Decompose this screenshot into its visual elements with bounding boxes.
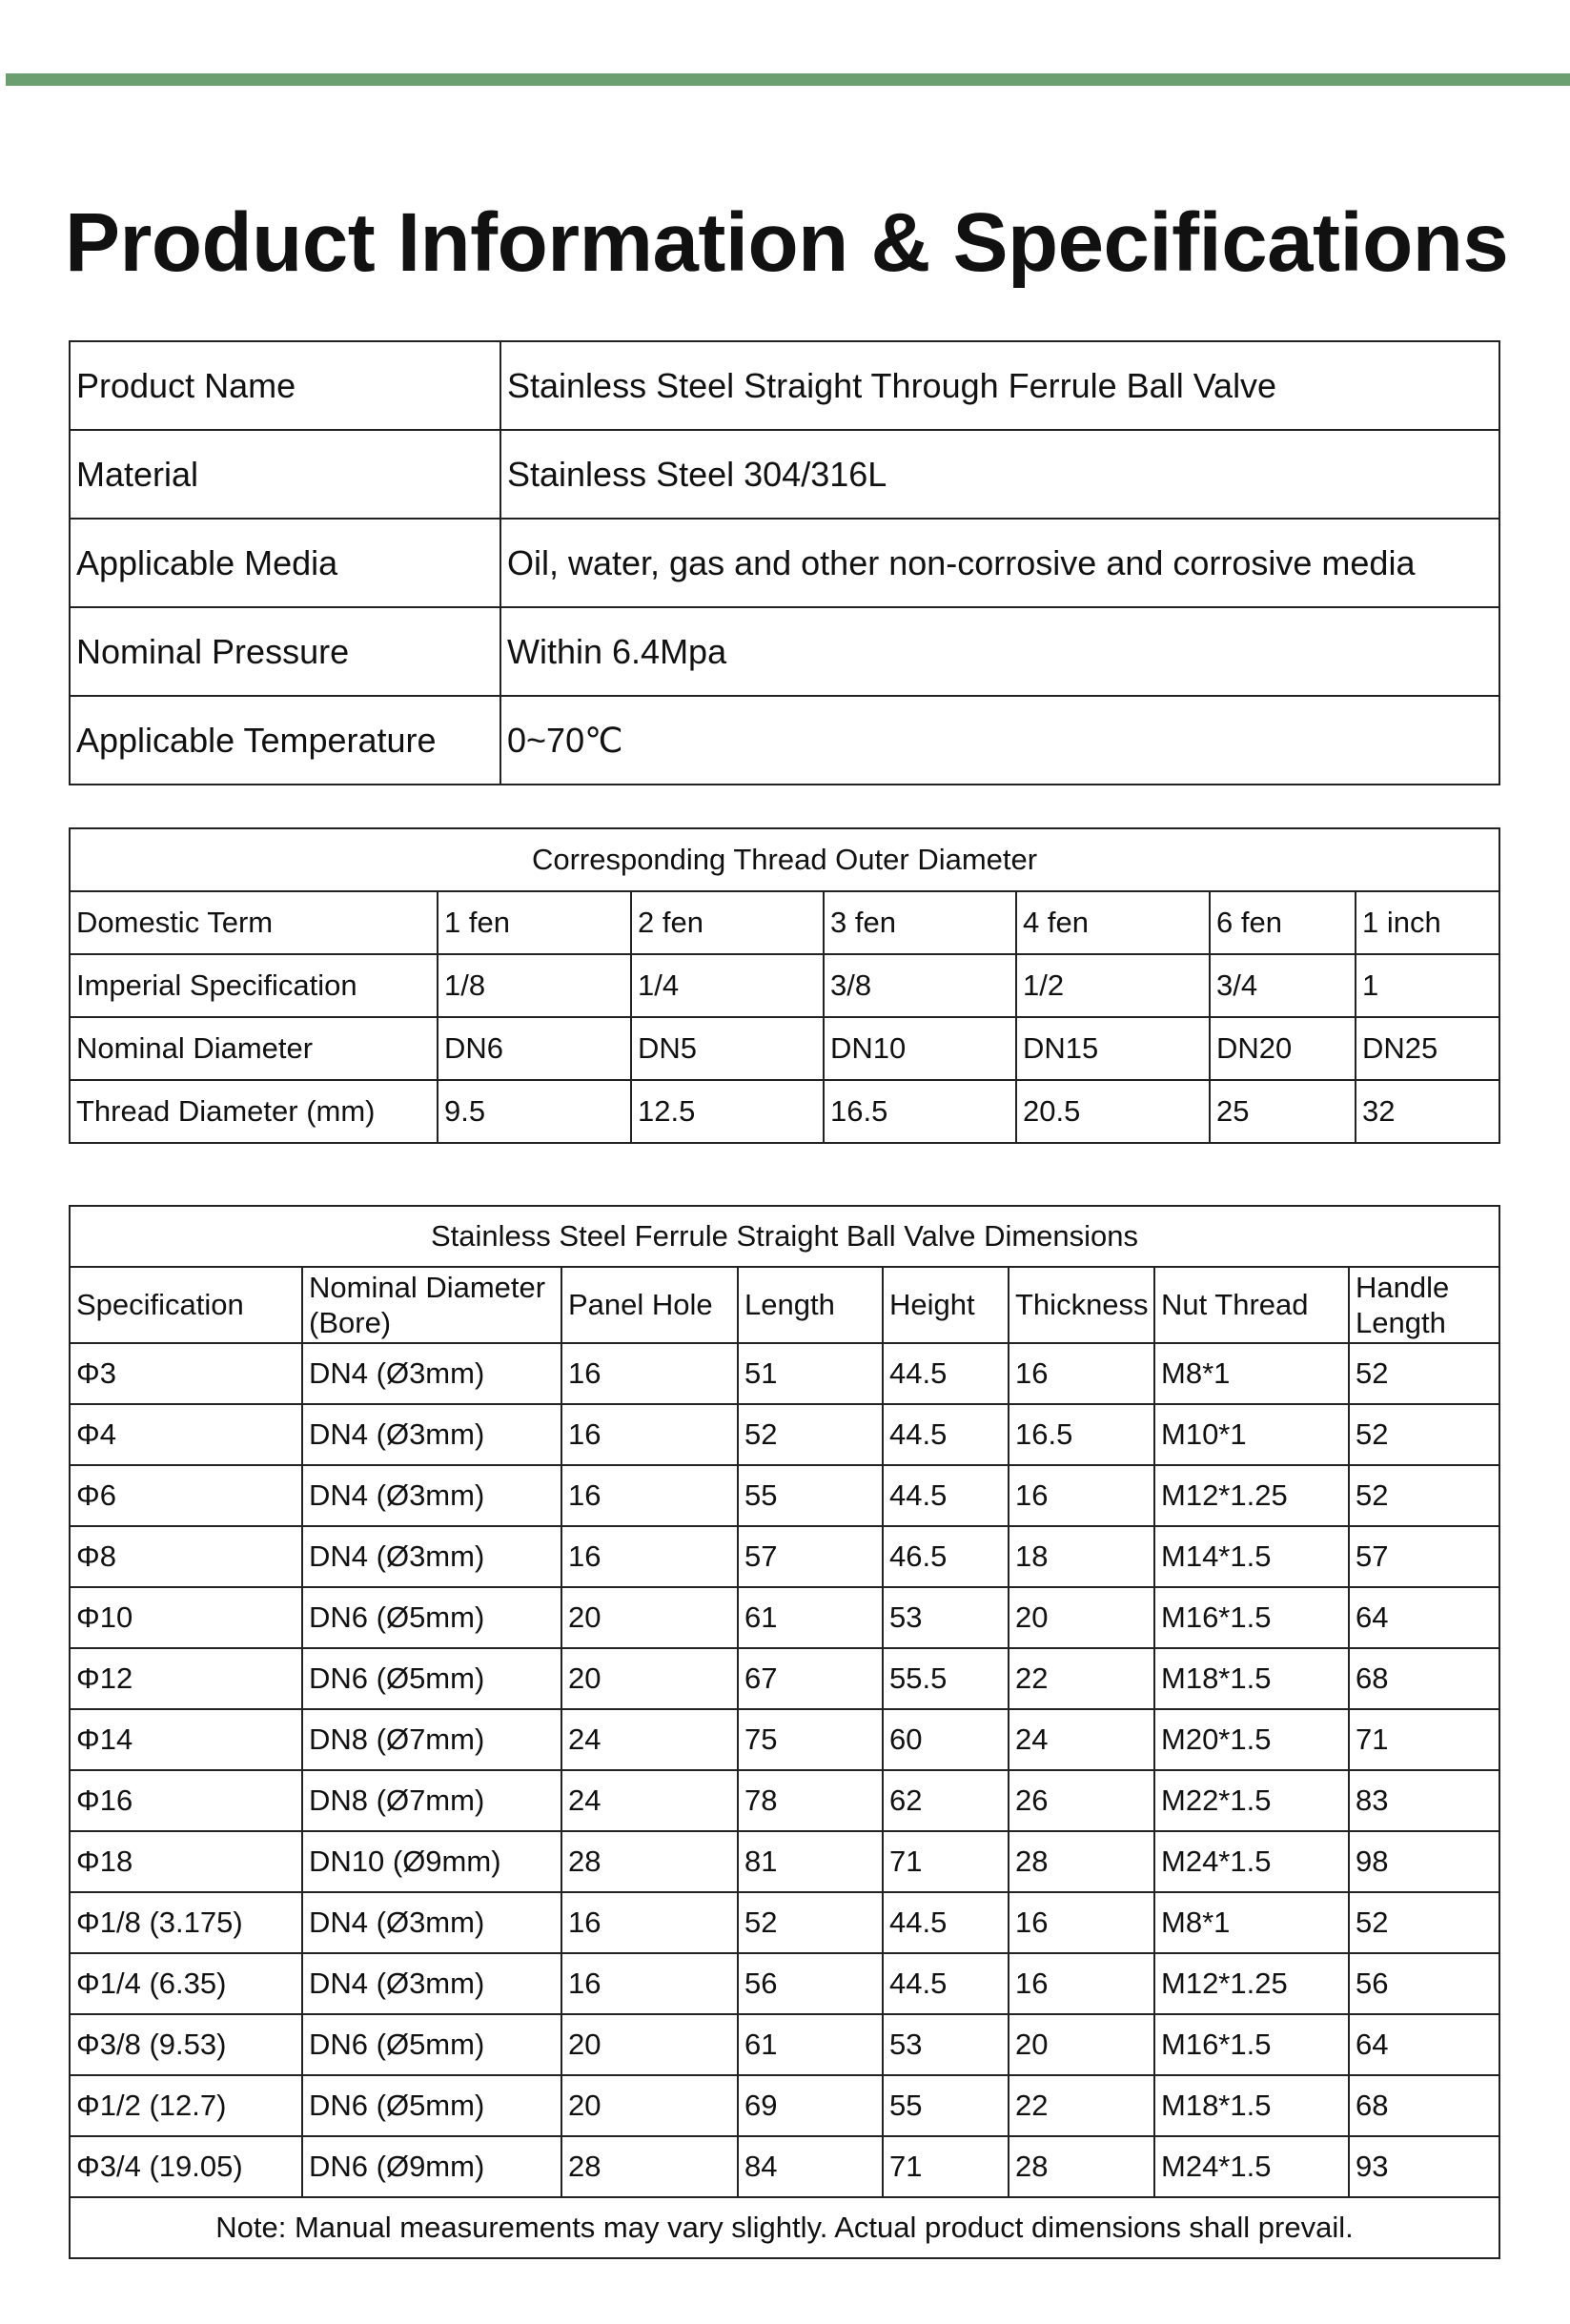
dims-cell: 52 bbox=[1349, 1892, 1499, 1953]
table-row bbox=[70, 2075, 1499, 2136]
info-row bbox=[70, 519, 1499, 607]
dims-cell: 16 bbox=[561, 1953, 738, 2014]
dims-cell: M24*1.5 bbox=[1154, 1831, 1349, 1892]
dims-cell: Φ1/4 (6.35) bbox=[70, 1953, 302, 2014]
dims-cell: 16 bbox=[561, 1526, 738, 1587]
dims-cell: M24*1.5 bbox=[1154, 2136, 1349, 2197]
dims-cell: DN4 (Ø3mm) bbox=[302, 1343, 561, 1404]
dims-cell: DN6 (Ø9mm) bbox=[302, 2136, 561, 2197]
dims-cell: 20 bbox=[1009, 2014, 1154, 2075]
dims-cell: 56 bbox=[1349, 1953, 1499, 2014]
page-title: Product Information & Specifications bbox=[65, 196, 1509, 289]
dims-cell: 83 bbox=[1349, 1770, 1499, 1831]
dims-cell: 20 bbox=[561, 1648, 738, 1709]
dims-cell: DN10 (Ø9mm) bbox=[302, 1831, 561, 1892]
thread-cell: DN6 bbox=[438, 1017, 631, 1080]
dims-cell: 16 bbox=[1009, 1892, 1154, 1953]
dims-cell: 16.5 bbox=[1009, 1404, 1154, 1465]
dims-cell: M18*1.5 bbox=[1154, 1648, 1349, 1709]
dims-cell: Φ4 bbox=[70, 1404, 302, 1465]
thread-cell: 3/8 bbox=[824, 954, 1016, 1017]
dims-cell: M22*1.5 bbox=[1154, 1770, 1349, 1831]
dims-cell: DN6 (Ø5mm) bbox=[302, 2075, 561, 2136]
thread-cell: DN20 bbox=[1210, 1017, 1356, 1080]
dims-cell: 68 bbox=[1349, 2075, 1499, 2136]
thread-cell: 2 fen bbox=[631, 891, 824, 954]
dims-cell: Φ12 bbox=[70, 1648, 302, 1709]
dims-cell: M8*1 bbox=[1154, 1892, 1349, 1953]
dims-cell: 52 bbox=[738, 1404, 883, 1465]
product-info-table bbox=[69, 340, 1500, 785]
dims-cell: Φ1/8 (3.175) bbox=[70, 1892, 302, 1953]
dims-column-header: Length bbox=[738, 1267, 883, 1343]
thread-row-label: Domestic Term bbox=[70, 891, 438, 954]
thread-cell: 1 bbox=[1356, 954, 1499, 1017]
info-value: Within 6.4Mpa bbox=[500, 607, 1499, 696]
dims-cell: M12*1.25 bbox=[1154, 1465, 1349, 1526]
dims-cell: 24 bbox=[561, 1770, 738, 1831]
dims-cell: 46.5 bbox=[883, 1526, 1009, 1587]
dims-cell: 71 bbox=[883, 1831, 1009, 1892]
dims-cell: 24 bbox=[1009, 1709, 1154, 1770]
thread-cell: DN10 bbox=[824, 1017, 1016, 1080]
thread-row bbox=[70, 1080, 1499, 1143]
info-label: Product Name bbox=[70, 341, 500, 430]
table-row bbox=[70, 1648, 1499, 1709]
dims-cell: 28 bbox=[1009, 1831, 1154, 1892]
dims-cell: 69 bbox=[738, 2075, 883, 2136]
dims-cell: 16 bbox=[561, 1343, 738, 1404]
dims-cell: 18 bbox=[1009, 1526, 1154, 1587]
dims-cell: 44.5 bbox=[883, 1953, 1009, 2014]
dims-cell: 22 bbox=[1009, 1648, 1154, 1709]
dims-column-header: Nut Thread bbox=[1154, 1267, 1349, 1343]
dims-cell: 93 bbox=[1349, 2136, 1499, 2197]
top-accent-bar bbox=[6, 73, 1570, 86]
dims-cell: 55 bbox=[883, 2075, 1009, 2136]
thread-cell: DN25 bbox=[1356, 1017, 1499, 1080]
thread-row bbox=[70, 954, 1499, 1017]
table-row bbox=[70, 1709, 1499, 1770]
dims-cell: 64 bbox=[1349, 2014, 1499, 2075]
thread-row-label: Nominal Diameter bbox=[70, 1017, 438, 1080]
dims-column-header: Height bbox=[883, 1267, 1009, 1343]
dims-header-row bbox=[70, 1267, 1499, 1343]
dims-cell: 55 bbox=[738, 1465, 883, 1526]
dims-cell: 55.5 bbox=[883, 1648, 1009, 1709]
dims-cell: Φ14 bbox=[70, 1709, 302, 1770]
dims-cell: Φ10 bbox=[70, 1587, 302, 1648]
info-label: Nominal Pressure bbox=[70, 607, 500, 696]
thread-table-caption: Corresponding Thread Outer Diameter bbox=[70, 828, 1499, 891]
info-label: Material bbox=[70, 430, 500, 519]
dims-cell: M14*1.5 bbox=[1154, 1526, 1349, 1587]
thread-cell: 16.5 bbox=[824, 1080, 1016, 1143]
dims-cell: 52 bbox=[738, 1892, 883, 1953]
dims-cell: 28 bbox=[561, 2136, 738, 2197]
dims-note: Note: Manual measurements may vary slightly. Actual product dimensions shall prevail. bbox=[70, 2197, 1499, 2258]
table-row bbox=[70, 1953, 1499, 2014]
table-row bbox=[70, 1404, 1499, 1465]
dims-cell: 53 bbox=[883, 1587, 1009, 1648]
dims-cell: DN6 (Ø5mm) bbox=[302, 1648, 561, 1709]
dims-column-header: Handle Length bbox=[1349, 1267, 1499, 1343]
dims-cell: 16 bbox=[1009, 1343, 1154, 1404]
dims-cell: 71 bbox=[883, 2136, 1009, 2197]
dims-cell: 44.5 bbox=[883, 1892, 1009, 1953]
dims-cell: M12*1.25 bbox=[1154, 1953, 1349, 2014]
thread-cell: 3/4 bbox=[1210, 954, 1356, 1017]
dims-cell: Φ3/8 (9.53) bbox=[70, 2014, 302, 2075]
dims-cell: 75 bbox=[738, 1709, 883, 1770]
dims-cell: 57 bbox=[1349, 1526, 1499, 1587]
thread-row bbox=[70, 1017, 1499, 1080]
thread-cell: 12.5 bbox=[631, 1080, 824, 1143]
thread-cell: 1/2 bbox=[1016, 954, 1210, 1017]
dims-cell: Φ18 bbox=[70, 1831, 302, 1892]
dims-cell: 20 bbox=[561, 2075, 738, 2136]
dims-cell: 24 bbox=[561, 1709, 738, 1770]
dims-cell: M16*1.5 bbox=[1154, 2014, 1349, 2075]
dims-cell: Φ3 bbox=[70, 1343, 302, 1404]
dims-cell: M10*1 bbox=[1154, 1404, 1349, 1465]
dims-cell: 71 bbox=[1349, 1709, 1499, 1770]
dims-cell: 26 bbox=[1009, 1770, 1154, 1831]
table-row bbox=[70, 1770, 1499, 1831]
dims-column-header: Nominal Diameter (Bore) bbox=[302, 1267, 561, 1343]
info-value: Stainless Steel Straight Through Ferrule Ball Valve bbox=[500, 341, 1499, 430]
dims-cell: 98 bbox=[1349, 1831, 1499, 1892]
dims-cell: 52 bbox=[1349, 1343, 1499, 1404]
thread-cell: 1 fen bbox=[438, 891, 631, 954]
thread-row-label: Imperial Specification bbox=[70, 954, 438, 1017]
dims-cell: 68 bbox=[1349, 1648, 1499, 1709]
dims-cell: 57 bbox=[738, 1526, 883, 1587]
thread-cell: 1 inch bbox=[1356, 891, 1499, 954]
dims-cell: M8*1 bbox=[1154, 1343, 1349, 1404]
dims-cell: Φ16 bbox=[70, 1770, 302, 1831]
valve-dimensions-table bbox=[69, 1205, 1500, 2259]
info-row bbox=[70, 696, 1499, 785]
thread-cell: 1/8 bbox=[438, 954, 631, 1017]
dims-cell: 61 bbox=[738, 2014, 883, 2075]
dims-cell: 64 bbox=[1349, 1587, 1499, 1648]
thread-cell: 9.5 bbox=[438, 1080, 631, 1143]
dims-cell: 44.5 bbox=[883, 1465, 1009, 1526]
dims-cell: 16 bbox=[1009, 1953, 1154, 2014]
dims-cell: 67 bbox=[738, 1648, 883, 1709]
info-label: Applicable Temperature bbox=[70, 696, 500, 785]
dims-cell: 20 bbox=[561, 2014, 738, 2075]
table-row bbox=[70, 1465, 1499, 1526]
dims-cell: M16*1.5 bbox=[1154, 1587, 1349, 1648]
thread-diameter-table bbox=[69, 827, 1500, 1144]
table-row bbox=[70, 1526, 1499, 1587]
thread-cell: 25 bbox=[1210, 1080, 1356, 1143]
dims-cell: DN4 (Ø3mm) bbox=[302, 1953, 561, 2014]
dims-cell: 22 bbox=[1009, 2075, 1154, 2136]
info-value: Stainless Steel 304/316L bbox=[500, 430, 1499, 519]
dims-cell: DN4 (Ø3mm) bbox=[302, 1465, 561, 1526]
info-value: Oil, water, gas and other non-corrosive and corrosive media bbox=[500, 519, 1499, 607]
table-row bbox=[70, 1587, 1499, 1648]
thread-cell: 3 fen bbox=[824, 891, 1016, 954]
dims-column-header: Specification bbox=[70, 1267, 302, 1343]
dims-cell: 16 bbox=[561, 1892, 738, 1953]
info-row bbox=[70, 607, 1499, 696]
dims-column-header: Panel Hole bbox=[561, 1267, 738, 1343]
dims-cell: DN4 (Ø3mm) bbox=[302, 1404, 561, 1465]
dims-cell: 60 bbox=[883, 1709, 1009, 1770]
table-row bbox=[70, 2136, 1499, 2197]
dims-cell: 78 bbox=[738, 1770, 883, 1831]
dims-cell: 16 bbox=[561, 1404, 738, 1465]
dims-cell: 28 bbox=[561, 1831, 738, 1892]
dims-cell: DN4 (Ø3mm) bbox=[302, 1526, 561, 1587]
dims-cell: M18*1.5 bbox=[1154, 2075, 1349, 2136]
dims-cell: DN8 (Ø7mm) bbox=[302, 1770, 561, 1831]
thread-cell: DN15 bbox=[1016, 1017, 1210, 1080]
dims-cell: 51 bbox=[738, 1343, 883, 1404]
dims-cell: Φ6 bbox=[70, 1465, 302, 1526]
table-row bbox=[70, 1343, 1499, 1404]
info-label: Applicable Media bbox=[70, 519, 500, 607]
thread-cell: 20.5 bbox=[1016, 1080, 1210, 1143]
dims-cell: 20 bbox=[1009, 1587, 1154, 1648]
thread-cell: 1/4 bbox=[631, 954, 824, 1017]
dims-cell: Φ1/2 (12.7) bbox=[70, 2075, 302, 2136]
info-row bbox=[70, 430, 1499, 519]
dims-cell: 61 bbox=[738, 1587, 883, 1648]
dims-cell: 16 bbox=[1009, 1465, 1154, 1526]
dims-cell: DN6 (Ø5mm) bbox=[302, 2014, 561, 2075]
thread-row-label: Thread Diameter (mm) bbox=[70, 1080, 438, 1143]
dims-cell: M20*1.5 bbox=[1154, 1709, 1349, 1770]
dims-cell: 81 bbox=[738, 1831, 883, 1892]
table-row bbox=[70, 2014, 1499, 2075]
thread-cell: 32 bbox=[1356, 1080, 1499, 1143]
dims-cell: 52 bbox=[1349, 1404, 1499, 1465]
dims-cell: 56 bbox=[738, 1953, 883, 2014]
dims-cell: DN6 (Ø5mm) bbox=[302, 1587, 561, 1648]
table-row bbox=[70, 1892, 1499, 1953]
dims-cell: 20 bbox=[561, 1587, 738, 1648]
info-row bbox=[70, 341, 1499, 430]
dims-cell: DN4 (Ø3mm) bbox=[302, 1892, 561, 1953]
dims-cell: 52 bbox=[1349, 1465, 1499, 1526]
dims-table-caption: Stainless Steel Ferrule Straight Ball Valve Dimensions bbox=[70, 1206, 1499, 1267]
info-value: 0~70℃ bbox=[500, 696, 1499, 785]
dims-column-header: Thickness bbox=[1009, 1267, 1154, 1343]
dims-cell: 53 bbox=[883, 2014, 1009, 2075]
dims-cell: Φ3/4 (19.05) bbox=[70, 2136, 302, 2197]
thread-row bbox=[70, 891, 1499, 954]
dims-cell: Φ8 bbox=[70, 1526, 302, 1587]
thread-cell: DN5 bbox=[631, 1017, 824, 1080]
thread-cell: 4 fen bbox=[1016, 891, 1210, 954]
dims-cell: DN8 (Ø7mm) bbox=[302, 1709, 561, 1770]
dims-cell: 16 bbox=[561, 1465, 738, 1526]
thread-cell: 6 fen bbox=[1210, 891, 1356, 954]
dims-cell: 62 bbox=[883, 1770, 1009, 1831]
dims-cell: 28 bbox=[1009, 2136, 1154, 2197]
dims-cell: 44.5 bbox=[883, 1343, 1009, 1404]
table-row bbox=[70, 1831, 1499, 1892]
dims-cell: 44.5 bbox=[883, 1404, 1009, 1465]
dims-note-row bbox=[70, 2197, 1499, 2258]
dims-cell: 84 bbox=[738, 2136, 883, 2197]
